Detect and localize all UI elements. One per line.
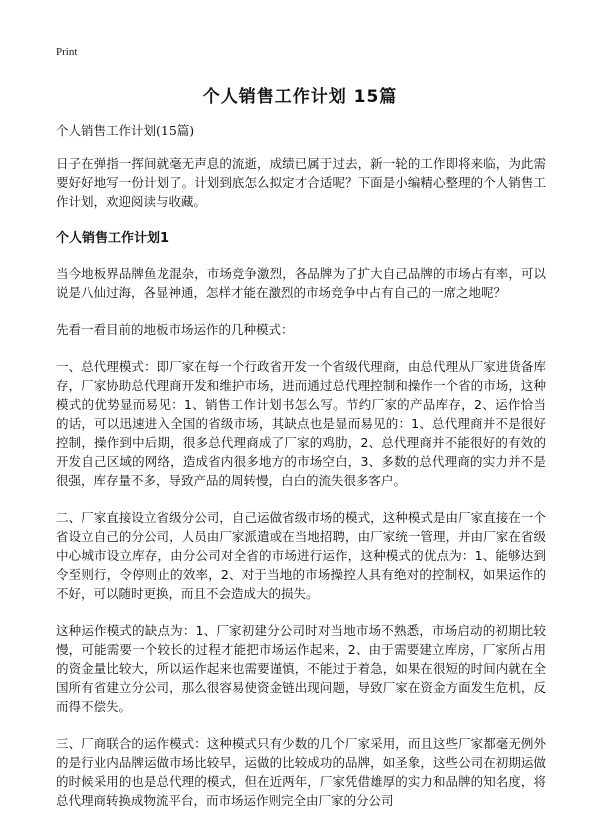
- body-paragraph: 二、厂家直接设立省级分公司，自己运做省级市场的模式，这种模式是由厂家直接在一个省设立自己的分公司，人员由厂家派遣或在当地招聘，由厂家统一管理，并由厂家在省级中心城市设立库存，由分公司对全省的市场进行运作，这种模式的优点为：1、能够达到令至则行，令停则止的效率，2、对于当地的市场操控人具有绝对的控制权，如果运作的不好，可以随时更换，而且不会造成大的损失。: [56, 510, 546, 601]
- document-title: 个人销售工作计划 15篇: [202, 87, 398, 107]
- document-body: [56, 122, 546, 828]
- intro-paragraph: 日子在弹指一挥间就毫无声息的流逝，成绩已属于过去，新一轮的工作即将来临，为此需要好好地写一份计划了。计划到底怎么拟定才合适呢？下面是小编精心整理的个人销售工作计划，欢迎阅读与收藏。: [56, 156, 546, 209]
- document-subtitle: 个人销售工作计划(15篇): [56, 123, 195, 138]
- section-heading: 个人销售工作计划1: [56, 231, 170, 246]
- print-label: Print: [56, 46, 78, 58]
- body-paragraph: 一、总代理模式：即厂家在每一个行政省开发一个省级代理商，由总代理从厂家进货备库存，厂家协助总代理商开发和维护市场，进而通过总代理控制和操作一个省的市场，这种模式的优势显而易见：1、销售工作计划书怎么写。节约厂家的产品库存，2、运作恰当的话，可以迅速进入全国的省级市场，其缺点也是显而易见的：1、总代理商并不是很好控制，操作到中后期，很多总代理商成了厂家的鸡肋，2、总代理商并不能很好的有效的开发自己区域的网络，造成省内很多地方的市场空白，3、多数的总代理商的实力并不是很强，库存量不多，导致产品的周转慢，白白的流失很多客户。: [56, 359, 546, 488]
- body-paragraph: 这种运作模式的缺点为：1、厂家初建分公司时对当地市场不熟悉，市场启动的初期比较慢，可能需要一个较长的过程才能把市场运作起来，2、由于需要建立库房，厂家所占用的资金量比较大，所以运作起来也需要谨慎，不能过于着急，如果在很短的时间内就在全国所有省建立分公司，那么很容易使资金链出现问题，导致厂家在资金方面发生危机，反而得不偿失。: [56, 623, 546, 714]
- body-paragraph: 当今地板界品牌鱼龙混杂，市场竞争激烈，各品牌为了扩大自己品牌的市场占有率，可以说是八仙过海，各显神通，怎样才能在激烈的市场竞争中占有自己的一席之地呢？: [56, 266, 546, 300]
- body-paragraph: 三、厂商联合的运作模式：这种模式只有少数的几个厂家采用，而且这些厂家都毫无例外的是行业内品牌运做市场比较早，运做的比较成功的品牌，如圣象，这些公司在初期运做的时候采用的也是总代理的模式，但在近两年，厂家凭借雄厚的实力和品牌的知名度，将总代理商转换成物流平台，而市场运作则完全由厂家的分公司: [56, 736, 546, 808]
- body-paragraph: 先看一看目前的地板市场运作的几种模式：: [56, 322, 294, 337]
